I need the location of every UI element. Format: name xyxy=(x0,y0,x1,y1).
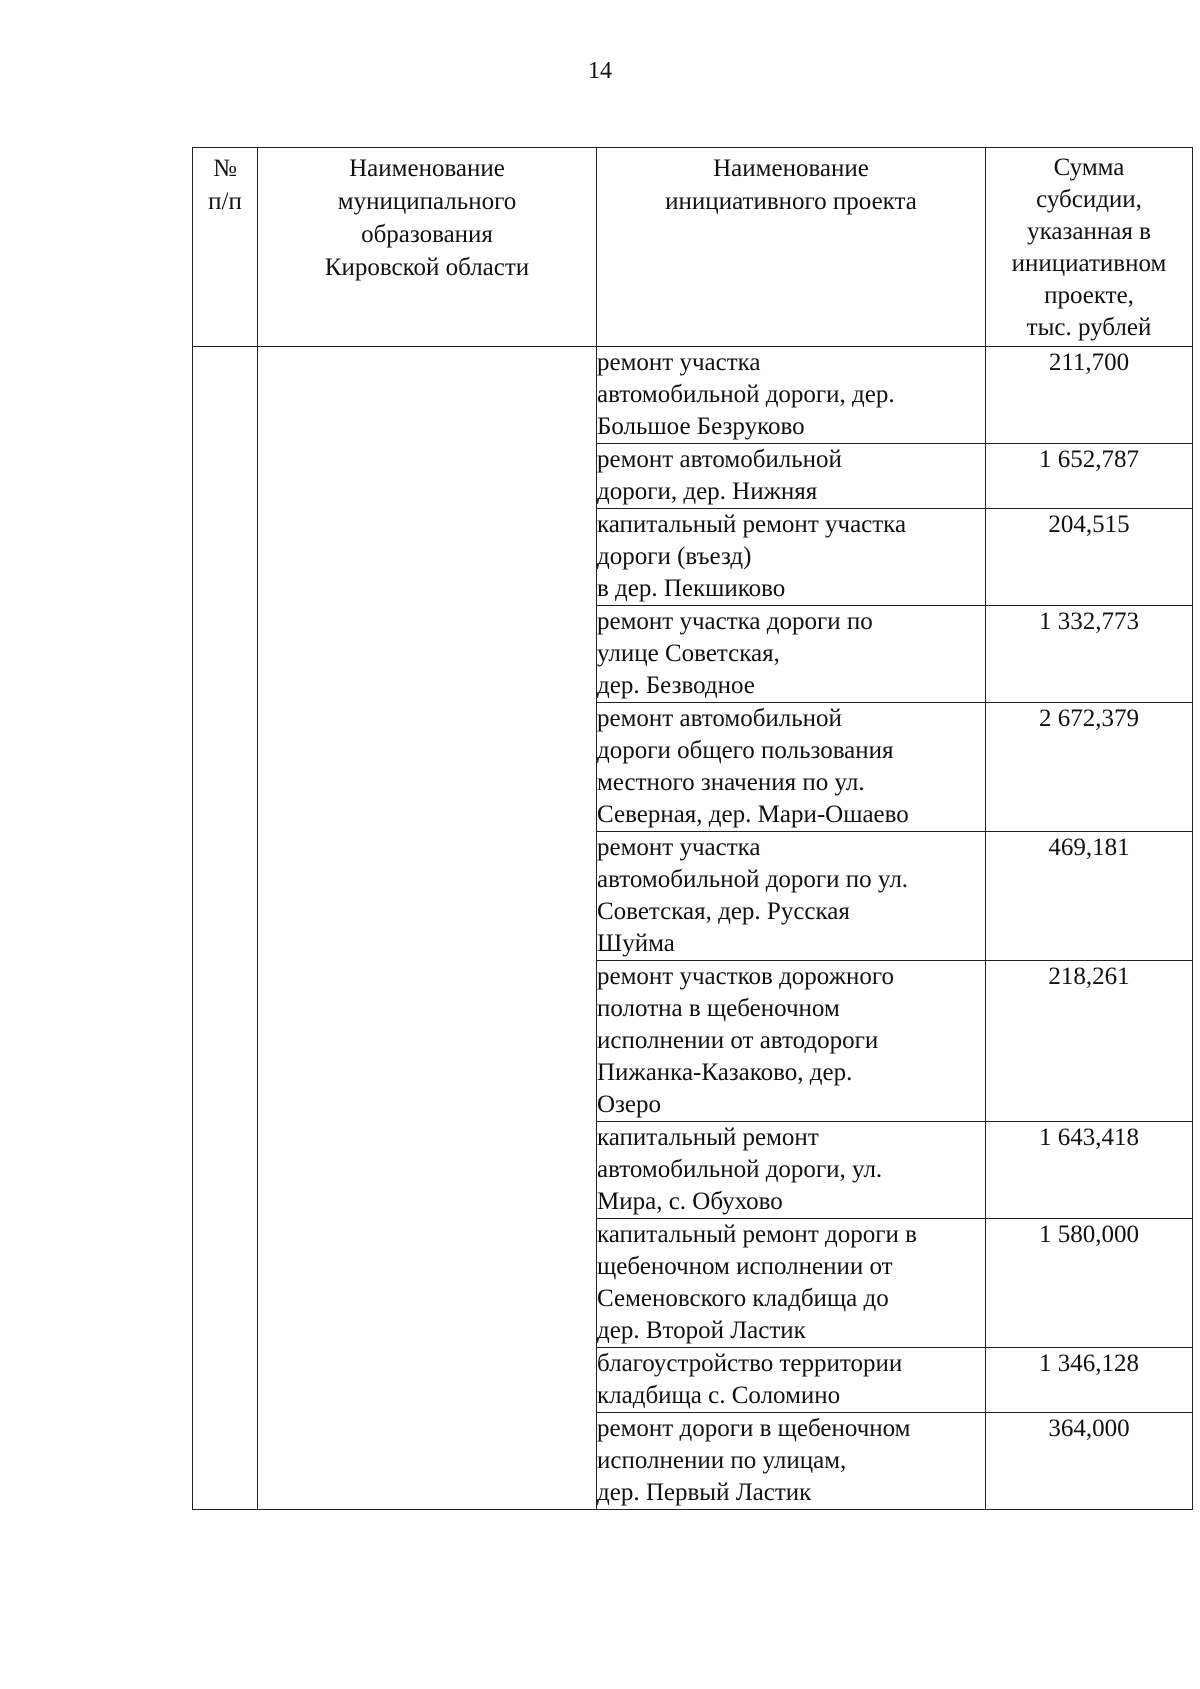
project-name-line: дер. Первый Ластик xyxy=(597,1479,812,1506)
header-number-line: № xyxy=(213,155,237,182)
subsidy-amount-cell: 2 672,379 xyxy=(986,703,1193,832)
project-name-cell xyxy=(597,703,986,832)
header-project-line: Наименование xyxy=(713,155,869,182)
subsidy-amount-cell: 364,000 xyxy=(986,1413,1193,1510)
header-sum xyxy=(986,148,1193,347)
project-name-line: капитальный ремонт дороги в xyxy=(597,1221,917,1248)
header-project xyxy=(597,148,986,347)
project-name-cell xyxy=(597,961,986,1122)
project-name-line: дер. Безводное xyxy=(597,672,755,699)
project-name-line: в дер. Пекшиково xyxy=(597,575,786,602)
project-name-cell xyxy=(597,347,986,444)
header-municipality-line: муниципального xyxy=(337,188,517,215)
project-name-line: полотна в щебеночном xyxy=(597,995,840,1022)
municipality-cell xyxy=(258,347,597,1510)
project-name-line: благоустройство территории xyxy=(597,1350,903,1377)
project-name-line: Мира, с. Обухово xyxy=(597,1188,783,1215)
table-header xyxy=(193,148,1193,347)
table-row xyxy=(193,347,1193,444)
project-name-cell xyxy=(597,509,986,606)
project-name-line: ремонт участка дороги по xyxy=(597,608,873,635)
project-name-line: щебеночном исполнении от xyxy=(597,1253,893,1280)
project-name-line: Семеновского кладбища до xyxy=(597,1285,889,1312)
subsidy-amount-cell: 204,515 xyxy=(986,509,1193,606)
project-name-cell xyxy=(597,1122,986,1219)
project-name-cell xyxy=(597,832,986,961)
header-sum-line: проекте, xyxy=(1044,282,1134,309)
project-name-line: дороги общего пользования xyxy=(597,737,894,764)
project-name-cell xyxy=(597,1413,986,1510)
header-number-line: п/п xyxy=(208,188,242,215)
project-name-line: Озеро xyxy=(597,1091,662,1118)
project-name-line: исполнении от автодороги xyxy=(597,1027,879,1054)
project-name-line: местного значения по ул. xyxy=(597,769,865,796)
subsidy-amount-cell: 1 332,773 xyxy=(986,606,1193,703)
subsidy-amount-cell: 1 652,787 xyxy=(986,444,1193,509)
header-sum-line: Сумма xyxy=(1053,154,1125,181)
header-sum-line: тыс. рублей xyxy=(1026,314,1152,341)
project-name-line: Шуйма xyxy=(597,930,675,957)
project-name-line: дороги (въезд) xyxy=(597,543,752,570)
header-municipality-line: Кировской области xyxy=(324,254,530,281)
project-name-line: Северная, дер. Мари-Ошаево xyxy=(597,801,909,828)
header-sum-line: указанная в xyxy=(1027,218,1151,245)
project-name-line: дороги, дер. Нижняя xyxy=(597,478,818,505)
subsidy-amount-cell: 1 580,000 xyxy=(986,1219,1193,1348)
project-name-line: автомобильной дороги, дер. xyxy=(597,381,895,408)
header-sum-line: инициативном xyxy=(1011,250,1167,277)
subsidy-amount-cell: 211,700 xyxy=(986,347,1193,444)
project-name-line: кладбища с. Соломино xyxy=(597,1382,841,1409)
project-name-line: Советская, дер. Русская xyxy=(597,898,850,925)
header-number xyxy=(193,148,258,347)
project-name-line: дер. Второй Ластик xyxy=(597,1317,806,1344)
project-name-cell xyxy=(597,606,986,703)
project-name-cell xyxy=(597,1219,986,1348)
project-name-line: Пижанка-Казаково, дер. xyxy=(597,1059,853,1086)
project-name-line: Большое Безруково xyxy=(597,413,805,440)
header-municipality xyxy=(258,148,597,347)
project-name-line: ремонт дороги в щебеночном xyxy=(597,1415,911,1442)
project-name-line: ремонт участка xyxy=(597,834,761,861)
project-name-cell xyxy=(597,1348,986,1413)
header-sum-line: субсидии, xyxy=(1036,186,1142,213)
project-name-line: капитальный ремонт xyxy=(597,1124,819,1151)
header-row xyxy=(193,148,1193,347)
subsidy-amount-cell: 218,261 xyxy=(986,961,1193,1122)
header-project-line: инициативного проекта xyxy=(665,188,917,215)
project-name-cell xyxy=(597,444,986,509)
header-municipality-line: Наименование xyxy=(349,155,505,182)
project-name-line: исполнении по улицам, xyxy=(597,1447,847,1474)
project-name-line: улице Советская, xyxy=(597,640,780,667)
subsidy-amount-cell: 1 643,418 xyxy=(986,1122,1193,1219)
project-name-line: автомобильной дороги, ул. xyxy=(597,1156,883,1183)
project-name-line: ремонт автомобильной xyxy=(597,705,842,732)
subsidy-amount-cell: 1 346,128 xyxy=(986,1348,1193,1413)
project-name-line: ремонт участка xyxy=(597,349,761,376)
project-name-line: автомобильной дороги по ул. xyxy=(597,866,909,893)
header-municipality-line: образования xyxy=(361,221,493,248)
table-body xyxy=(193,347,1193,1510)
subsidy-amount-cell: 469,181 xyxy=(986,832,1193,961)
project-name-line: капитальный ремонт участка xyxy=(597,511,907,538)
page-number: 14 xyxy=(588,58,612,84)
project-name-line: ремонт автомобильной xyxy=(597,446,842,473)
subsidy-table xyxy=(192,147,1193,1510)
number-cell xyxy=(193,347,258,1510)
project-name-line: ремонт участков дорожного xyxy=(597,963,894,990)
